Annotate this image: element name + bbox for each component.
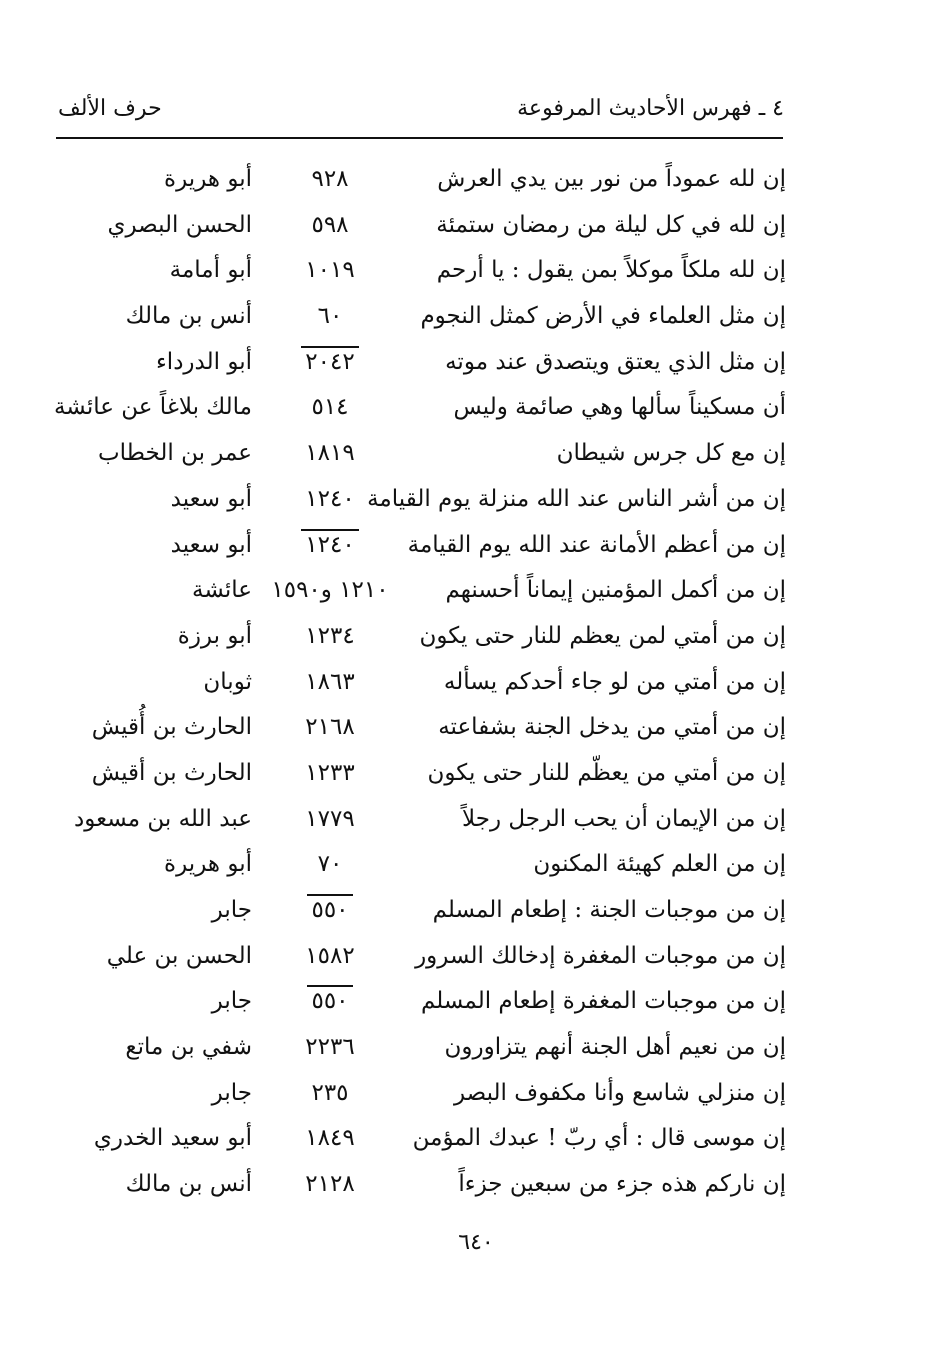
hadith-text: إن من موجبات الجنة : إطعام المسلم	[432, 897, 786, 923]
hadith-number-cell	[260, 660, 400, 704]
hadith-number: ٧٠	[317, 851, 343, 878]
hadith-text: إن لله ملكاً موكلاً بمن يقول : يا أرحم	[436, 257, 786, 284]
narrator-name: أبو سعيد	[170, 531, 252, 558]
hadith-number-cell	[260, 340, 400, 384]
hadith-number: ١٢٤٠	[305, 485, 355, 512]
hadith-text: إن لله عموداً من نور بين يدي العرش	[437, 166, 786, 192]
hadith-text: إن من أمتي من يدخل الجنة بشفاعته	[438, 714, 786, 741]
hadith-number: ٢١٢٨	[305, 1171, 355, 1198]
hadith-number-cell	[260, 979, 400, 1023]
hadith-number-cell	[260, 431, 400, 475]
table-row	[40, 979, 786, 1025]
hadith-text: إن من الإيمان أن يحب الرجل رجلاً	[462, 805, 786, 832]
table-row	[40, 203, 786, 249]
hadith-number: ١٨٤٩	[305, 1125, 355, 1152]
hadith-number: ١٨٦٣	[305, 668, 355, 695]
hadith-number: ٢٠٤٢	[301, 346, 358, 376]
hadith-number-cell	[260, 568, 400, 612]
narrator-name: أبو سعيد	[170, 485, 252, 512]
narrator-name: جابر	[211, 897, 252, 923]
hadith-number: ٥١٤	[311, 394, 349, 421]
table-row	[40, 157, 786, 203]
hadith-text: إن مثل الذي يعتق ويتصدق عند موته	[445, 348, 786, 375]
narrator-name: أبو هريرة	[164, 166, 252, 192]
narrator-name: أبو سعيد الخدري	[93, 1125, 252, 1152]
table-row	[40, 751, 786, 797]
hadith-text: إن من أعظم الأمانة عند الله يوم القيامة	[407, 531, 786, 558]
hadith-number: ١٠١٩	[305, 257, 355, 284]
hadith-number: ١٢٣٣	[305, 759, 355, 786]
hadith-number-cell	[260, 842, 400, 886]
narrator-name: الحسن بن علي	[106, 942, 252, 969]
narrator-name: جابر	[211, 988, 252, 1015]
hadith-text: إن من أمتي من لو جاء أحدكم يسأله	[443, 668, 786, 695]
narrator-name: أنس بن مالك	[125, 1171, 252, 1198]
table-row	[40, 568, 786, 614]
hadith-number: ١٢١٠ و١٥٩٠	[271, 577, 389, 604]
hadith-number: ٥٥٠	[307, 894, 352, 924]
narrator-name: عبد الله بن مسعود	[74, 805, 252, 832]
hadith-number-cell	[260, 294, 400, 338]
table-row	[40, 431, 786, 477]
hadith-number-cell	[260, 888, 400, 932]
narrator-name: جابر	[211, 1079, 252, 1106]
hadith-text: أن مسكيناً سألها وهي صائمة وليس	[453, 394, 786, 421]
table-row	[40, 523, 786, 569]
hadith-number: ٥٥٠	[307, 985, 352, 1015]
hadith-number: ١٢٤٠	[301, 529, 358, 559]
hadith-text: إن من العلم كهيئة المكنون	[533, 851, 786, 878]
hadith-text: إن مع كل جرس شيطان	[556, 440, 786, 467]
hadith-number: ١٧٧٩	[305, 805, 355, 832]
hadith-number-cell	[260, 385, 400, 429]
table-row	[40, 385, 786, 431]
hadith-number-cell	[260, 477, 400, 521]
narrator-name: ثوبان	[203, 668, 252, 695]
hadith-text: إن موسى قال : أي ربّ ! عبدك المؤمن	[412, 1125, 786, 1152]
hadith-number-cell	[260, 523, 400, 567]
hadith-number: ٦٠	[317, 303, 343, 330]
hadith-text: إن من نعيم أهل الجنة أنهم يتزاورون	[444, 1034, 786, 1061]
table-row	[40, 705, 786, 751]
table-row	[40, 660, 786, 706]
hadith-number: ٢٢٣٦	[305, 1034, 355, 1061]
section-title: ٤ ـ فهرس الأحاديث المرفوعة	[517, 96, 784, 121]
narrator-name: شفي بن ماتع	[125, 1034, 252, 1061]
narrator-name: أبو برزة	[177, 622, 252, 649]
hadith-number: ٥٩٨	[311, 211, 349, 238]
table-row	[40, 888, 786, 934]
narrator-name: أبو الدرداء	[155, 348, 252, 375]
hadith-number-cell	[260, 614, 400, 658]
table-row	[40, 1116, 786, 1162]
hadith-number-cell	[260, 751, 400, 795]
table-row	[40, 1071, 786, 1117]
table-row	[40, 842, 786, 888]
table-row	[40, 248, 786, 294]
hadith-number-cell	[260, 157, 400, 201]
table-row	[40, 294, 786, 340]
narrator-name: مالك بلاغاً عن عائشة	[53, 394, 252, 421]
hadith-text: إن من أمتي من يعظّم للنار حتى يكون	[427, 759, 786, 786]
hadith-number-cell	[260, 705, 400, 749]
table-row	[40, 477, 786, 523]
hadith-number-cell	[260, 1025, 400, 1069]
chapter-title: حرف الألف	[58, 96, 162, 121]
hadith-text: إن منزلي شاسع وأنا مكفوف البصر	[453, 1079, 786, 1106]
narrator-name: عمر بن الخطاب	[97, 440, 252, 467]
table-row	[40, 1162, 786, 1208]
hadith-number: ١٨١٩	[305, 440, 355, 467]
hadith-number-cell	[260, 1116, 400, 1160]
table-row	[40, 797, 786, 843]
page-number: ٦٤٠	[458, 1230, 494, 1255]
table-row	[40, 1025, 786, 1071]
page-header	[58, 96, 784, 136]
narrator-name: الحسن البصري	[107, 211, 252, 238]
hadith-text: إن من موجبات المغفرة إطعام المسلم	[420, 988, 786, 1015]
narrator-name: عائشة	[192, 577, 252, 604]
hadith-text: إن ناركم هذه جزء من سبعين جزءاً	[458, 1171, 786, 1198]
narrator-name: أبو هريرة	[164, 851, 252, 878]
table-row	[40, 934, 786, 980]
hadith-index-table	[40, 157, 786, 1208]
hadith-number-cell	[260, 203, 400, 247]
hadith-number-cell	[260, 248, 400, 292]
hadith-number: ٢٣٥	[311, 1079, 349, 1106]
hadith-number: ١٢٣٤	[305, 622, 355, 649]
hadith-number: ١٥٨٢	[305, 942, 355, 969]
hadith-number-cell	[260, 1162, 400, 1206]
narrator-name: أنس بن مالك	[125, 303, 252, 330]
hadith-text: إن من أشر الناس عند الله منزلة يوم القيامة	[367, 485, 786, 512]
hadith-number: ٢١٦٨	[305, 714, 355, 741]
hadith-number-cell	[260, 934, 400, 978]
table-row	[40, 614, 786, 660]
hadith-text: إن من أمتي لمن يعظم للنار حتى يكون	[419, 622, 786, 649]
hadith-number: ٩٢٨	[311, 166, 349, 192]
hadith-text: إن من موجبات المغفرة إدخالك السرور	[415, 942, 786, 969]
table-row	[40, 340, 786, 386]
hadith-number-cell	[260, 1071, 400, 1115]
hadith-text: إن مثل العلماء في الأرض كمثل النجوم	[420, 303, 786, 330]
narrator-name: أبو أمامة	[169, 257, 252, 284]
hadith-text: إن لله في كل ليلة من رمضان ستمئة	[436, 211, 786, 238]
hadith-text: إن من أكمل المؤمنين إيماناً أحسنهم	[445, 577, 786, 604]
header-rule	[56, 137, 783, 139]
hadith-number-cell	[260, 797, 400, 841]
narrator-name: الحارث بن أقيش	[91, 759, 252, 786]
narrator-name: الحارث بن أُقيش	[91, 714, 252, 741]
